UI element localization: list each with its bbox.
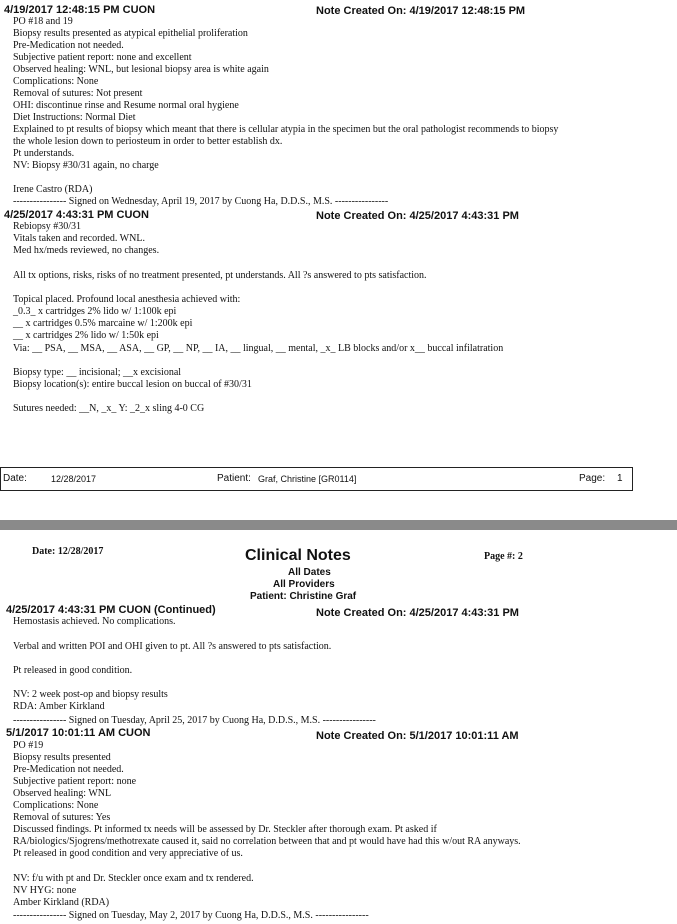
note-line: Observed healing: WNL [13, 788, 112, 799]
note-line: Removal of sutures: Not present [13, 88, 143, 99]
page-title: Clinical Notes [245, 547, 351, 564]
note-line: Topical placed. Profound local anesthesia achieved with: [13, 294, 241, 305]
note-line: _0.3_ x cartridges 2% lido w/ 1:100k epi [13, 306, 177, 317]
footer-patient-value: Graf, Christine [GR0114] [258, 474, 357, 484]
note-line: NV: Biopsy #30/31 again, no charge [13, 160, 159, 171]
note-line: Vitals taken and recorded. WNL. [13, 233, 145, 244]
note-line: Biopsy type: __ incisional; __x excisional [13, 367, 182, 378]
note-line: Pt released in good condition and very appreciative of us. [13, 848, 243, 859]
note-line: All tx options, risks, risks of no treatment presented, pt understands. All ?s answered to pts satisfaction. [13, 270, 427, 281]
page-2 [0, 530, 677, 924]
note-line: Subjective patient report: none [13, 776, 137, 787]
note-line: NV: 2 week post-op and biopsy results [13, 689, 168, 700]
note-line: Explained to pt results of biopsy which meant that there is cellular atypia in the specimen but the oral pathologist recommends to biopsy [13, 124, 559, 135]
note-line: Med hx/meds reviewed, no changes. [13, 245, 160, 256]
note-header-date: 4/19/2017 12:48:15 PM CUON [4, 4, 156, 16]
note-line: PO #19 [13, 740, 44, 751]
note-line: Verbal and written POI and OHI given to pt. All ?s answered to pts satisfaction. [13, 641, 332, 652]
note-created-on: Note Created On: 4/19/2017 12:48:15 PM [316, 5, 526, 17]
note-created-on: Note Created On: 4/25/2017 4:43:31 PM [316, 210, 519, 222]
note-line: Hemostasis achieved. No complications. [13, 616, 176, 627]
note-created-on: Note Created On: 5/1/2017 10:01:11 AM [316, 730, 519, 742]
note-line: OHI: discontinue rinse and Resume normal oral hygiene [13, 100, 239, 111]
note-line: Pre-Medication not needed. [13, 764, 124, 775]
note-line: Subjective patient report: none and excellent [13, 52, 192, 63]
note-line: Pre-Medication not needed. [13, 40, 124, 51]
note-line: Rebiopsy #30/31 [13, 221, 82, 232]
note-line: Pt released in good condition. [13, 665, 133, 676]
note-line: NV: f/u with pt and Dr. Steckler once exam and tx rendered. [13, 873, 254, 884]
note-line: Sutures needed: __N, _x_ Y: _2_x sling 4-0 CG [13, 403, 205, 414]
report-date: Date: 12/28/2017 [32, 546, 104, 557]
signature-line: ---------------- Signed on Tuesday, May 2, 2017 by Cuong Ha, D.D.S., M.S. ---------------- [13, 910, 369, 921]
note-line: Irene Castro (RDA) [13, 184, 93, 195]
note-line: Discussed findings. Pt informed tx needs will be assessed by Dr. Steckler after thorough exam. Pt asked if [13, 824, 437, 835]
note-line: PO #18 and 19 [13, 16, 73, 27]
note-created-on: Note Created On: 4/25/2017 4:43:31 PM [316, 607, 519, 619]
note-line: Biopsy location(s): entire buccal lesion on buccal of #30/31 [13, 379, 252, 390]
note-line: Biopsy results presented [13, 752, 111, 763]
note-line: __ x cartridges 0.5% marcaine w/ 1:200k epi [13, 318, 193, 329]
note-line: Via: __ PSA, __ MSA, __ ASA, __ GP, __ NP, __ IA, __ lingual, __ mental, _x_ LB blocks and/or x__ buccal infilatration [13, 343, 504, 354]
note-line: NV HYG: none [13, 885, 77, 896]
footer-page-value: 1 [617, 473, 623, 484]
footer-page-label: Page: [579, 473, 606, 484]
page-number: Page #: 2 [484, 551, 523, 562]
note-line: RA/biologics/Sjogrens/methotrexate caused it, said no correlation between that and pt would have had this w/out RA anyways. [13, 836, 521, 847]
note-line: Removal of sutures: Yes [13, 812, 111, 823]
patient-name: Patient: Christine Graf [250, 591, 357, 602]
page-divider [0, 520, 677, 530]
note-line: Observed healing: WNL, but lesional biopsy area is white again [13, 64, 269, 75]
footer-date-value: 12/28/2017 [51, 474, 97, 484]
note-header-date: 4/25/2017 4:43:31 PM CUON [4, 209, 149, 221]
note-line: Pt understands. [13, 148, 75, 159]
note-line: Diet Instructions: Normal Diet [13, 112, 136, 123]
note-line: Amber Kirkland (RDA) [13, 897, 110, 908]
note-line: the whole lesion down to periosteum in order to better establish dx. [13, 136, 283, 147]
note-line: RDA: Amber Kirkland [13, 701, 105, 712]
note-line: Complications: None [13, 76, 99, 87]
note-line: Complications: None [13, 800, 99, 811]
filter-providers: All Providers [273, 579, 335, 590]
footer-date-label: Date: [3, 473, 27, 484]
note-line: __ x cartridges 2% lido w/ 1:50k epi [13, 330, 159, 341]
note-header-date: 4/25/2017 4:43:31 PM CUON (Continued) [6, 604, 216, 616]
footer-patient-label: Patient: [217, 473, 251, 484]
page-footer [0, 467, 633, 491]
signature-line: ---------------- Signed on Wednesday, April 19, 2017 by Cuong Ha, D.D.S., M.S. ---------------- [13, 196, 389, 207]
signature-line: ---------------- Signed on Tuesday, April 25, 2017 by Cuong Ha, D.D.S., M.S. ---------------- [13, 715, 376, 726]
note-header-date: 5/1/2017 10:01:11 AM CUON [6, 727, 151, 739]
note-line: Biopsy results presented as atypical epithelial proliferation [13, 28, 248, 39]
filter-dates: All Dates [288, 567, 331, 578]
